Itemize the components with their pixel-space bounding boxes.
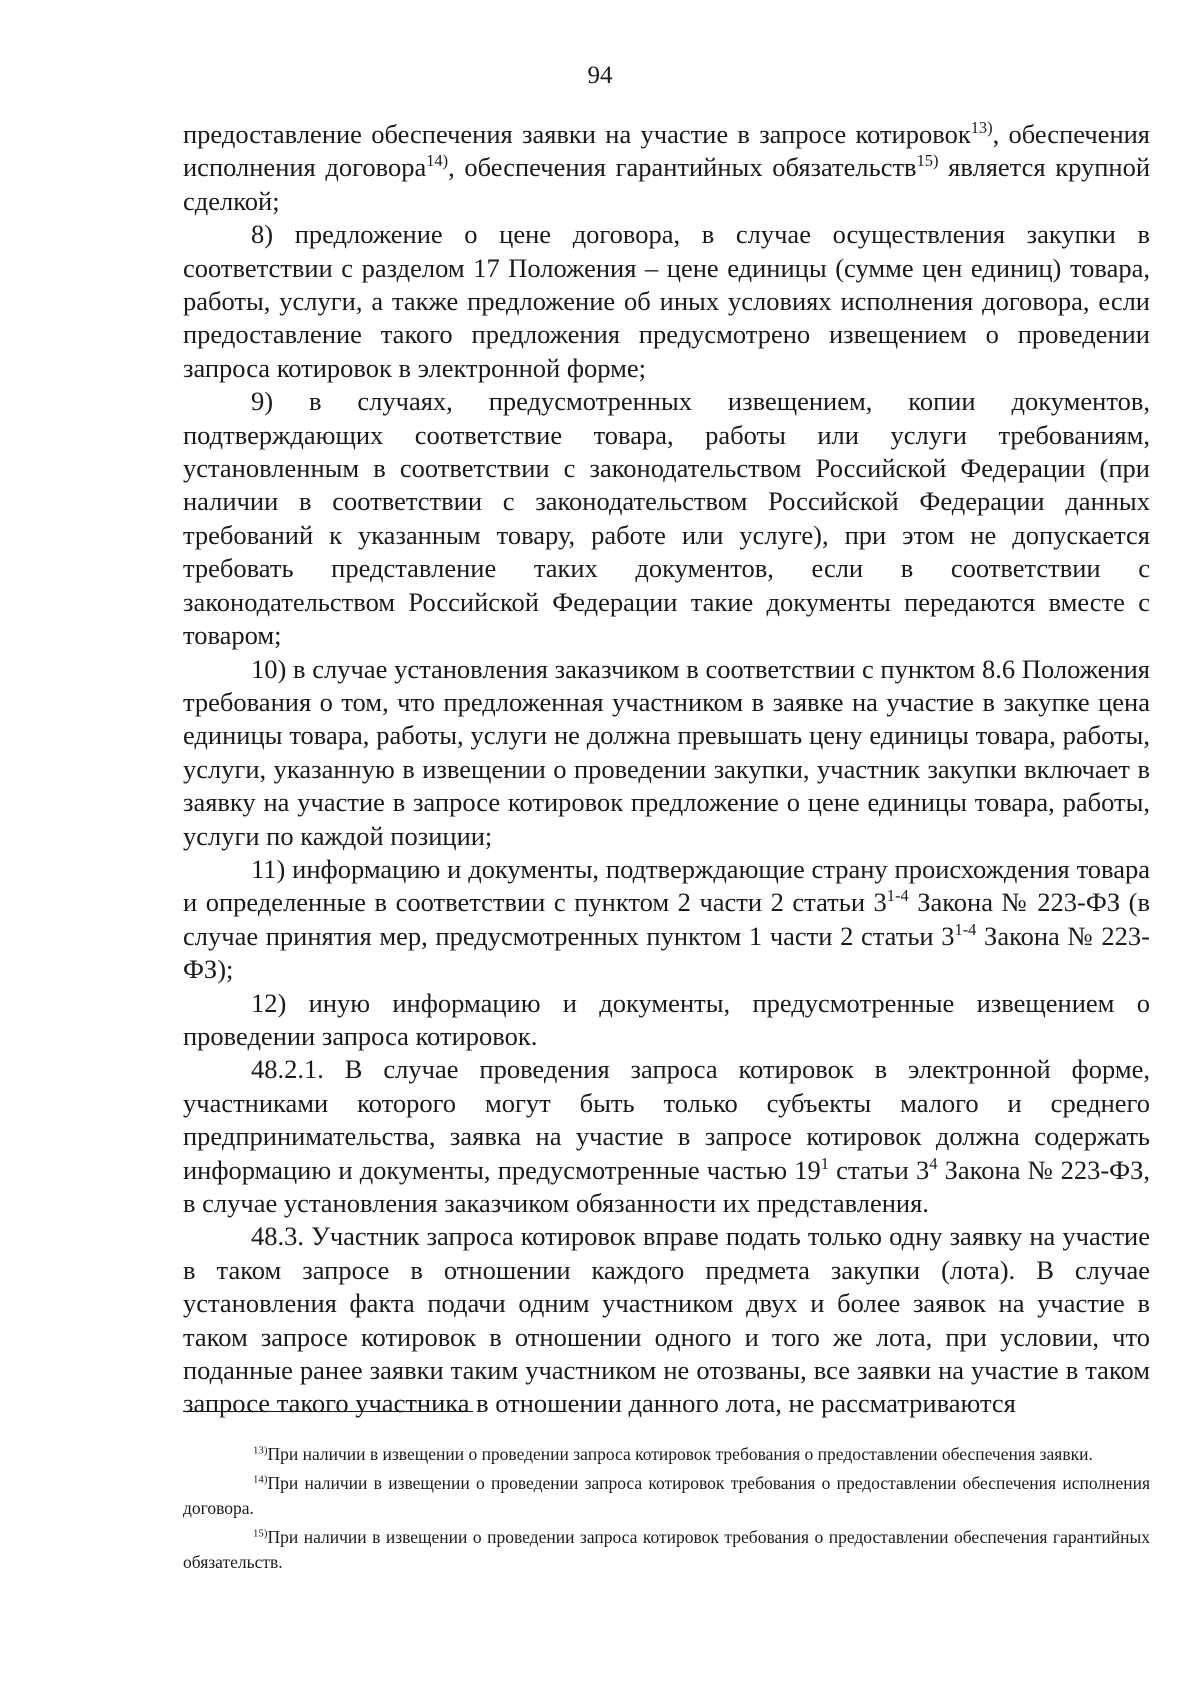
text-run: Закона № 223-ФЗ, в случае установления заказчиком обязанности их представления. <box>183 1154 1151 1218</box>
footnote-mark: 14) <box>253 1473 268 1486</box>
footnote-ref-13[interactable]: 13) <box>970 117 993 137</box>
footnote-text: При наличии в извещении о проведении запроса котировок требования о предоставлении обеспечения исполнения договора. <box>183 1473 1150 1518</box>
text-run: предоставление обеспечения заявки на участие в запросе котировок <box>183 119 971 149</box>
text-run: является крупной сделкой; <box>183 152 1151 216</box>
superscript: 1-4 <box>886 886 909 906</box>
footnote-14 <box>183 1471 1150 1521</box>
text-run: 48.2.1. В случае проведения запроса котировок в электронной форме, участниками которого могут быть только субъекты малого и среднего предпринимательства, заявка на участие в запросе котировок должна содержать информацию и документы, предусмотренные частью 19 <box>183 1054 1150 1185</box>
paragraph-item-11 <box>183 853 1150 987</box>
superscript: 1 <box>820 1153 829 1173</box>
footnote-ref-14[interactable]: 14) <box>426 151 449 171</box>
text-run: , обеспечения исполнения договора <box>183 119 1150 183</box>
paragraph-48-2-1 <box>183 1053 1150 1220</box>
superscript: 1-4 <box>954 919 977 939</box>
text-run: Закона № 223-ФЗ (в случае принятия мер, предусмотренных пунктом 1 части 2 статьи 3 <box>183 887 1150 951</box>
paragraph-item-9: 9) в случаях, предусмотренных извещением, копии документов, подтверждающих соответствие товара, работы или услуги требованиям, установленным в соответствии с законодательством Российской Федерации (при наличии в соответствии с законодательством Российской Федерации данных требований к указанным товару, работе или услуге), при этом не допускается требовать представление таких документов, если в соответствии с законодательством Российской Федерации такие документы передаются вместе с товаром; <box>183 386 1150 651</box>
paragraph-48-3: 48.3. Участник запроса котировок вправе подать только одну заявку на участие в таком запросе в отношении каждого предмета закупки (лота). В случае установления факта подачи одним участником двух и более заявок на участие в таком запросе котировок в отношении одного и того же лота, при условии, что поданные ранее заявки таким участником не отозваны, все заявки на участие в таком запросе такого участника в отношении данного лота, не рассматриваются <box>183 1221 1150 1419</box>
footnote-13 <box>183 1442 1150 1467</box>
document-body <box>183 118 1150 1421</box>
text-run: статьи 3 <box>829 1154 930 1185</box>
paragraph-item-12: 12) иную информацию и документы, предусмотренные извещением о проведении запроса котировок. <box>183 987 1150 1051</box>
superscript: 4 <box>929 1153 938 1173</box>
footnotes <box>183 1442 1150 1579</box>
footnote-separator <box>183 1411 473 1412</box>
paragraph-item-10: 10) в случае установления заказчиком в соответствии с пунктом 8.6 Положения требования о том, что предложенная участником в заявке на участие в закупке цена единицы товара, работы, услуги не должна превышать цену единицы товара, работы, услуги, указанную в извещении о проведении закупки, участник закупки включает в заявку на участие в запросе котировок предложение о цене единицы товара, работы, услуги по каждой позиции; <box>183 653 1150 851</box>
footnote-text: При наличии в извещении о проведении запроса котировок требования о предоставлении обеспечения гарантийных обязательств. <box>183 1527 1150 1572</box>
footnote-15 <box>183 1525 1150 1575</box>
text-run: , обеспечения гарантийных обязательств <box>448 152 917 183</box>
footnote-mark: 15) <box>253 1527 268 1540</box>
paragraph-continuation <box>183 118 1150 218</box>
footnote-mark: 13) <box>253 1444 268 1457</box>
footnote-text: При наличии в извещении о проведении запроса котировок требования о предоставлении обеспечения заявки. <box>267 1444 1093 1464</box>
text-run: Закона № 223-ФЗ); <box>183 920 1150 985</box>
text-run: 11) информацию и документы, подтверждающие страну происхождения товара и определенные в соответствии с пунктом 2 части 2 статьи 3 <box>183 853 1150 918</box>
paragraph-item-8: 8) предложение о цене договора, в случае осуществления закупки в соответствии с разделом 17 Положения – цене единицы (сумме цен единиц) товара, работы, услуги, а также предложение об иных условиях исполнения договора, если предоставление такого предложения предусмотрено извещением о проведении запроса котировок в электронной форме; <box>183 219 1150 383</box>
page-number: 94 <box>587 62 613 89</box>
footnote-ref-15[interactable]: 15) <box>916 151 939 171</box>
